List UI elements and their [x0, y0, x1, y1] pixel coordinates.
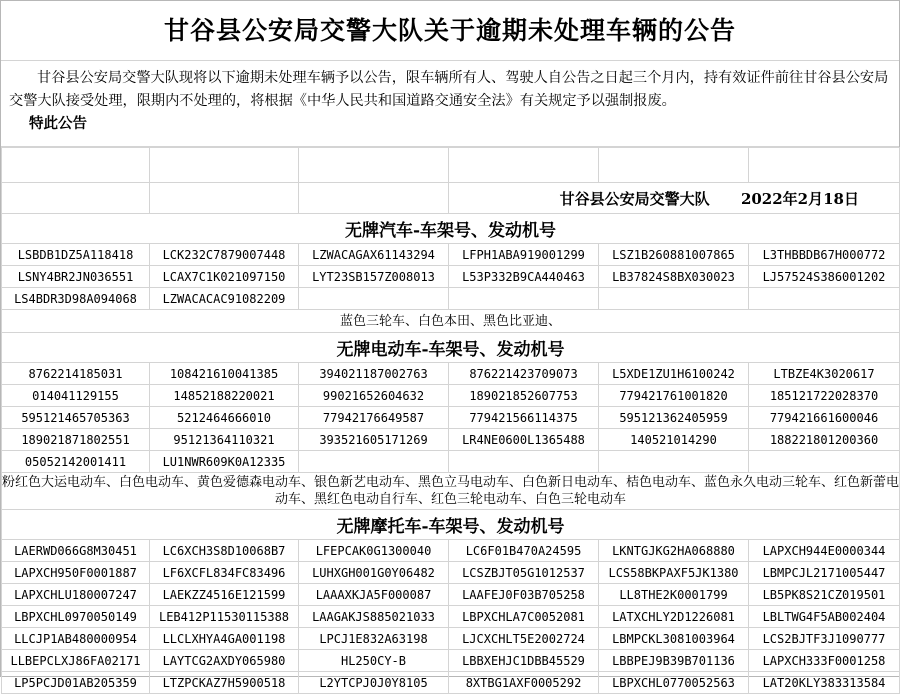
vin-cell: LAPXCHLU180007247 [2, 584, 150, 606]
vehicle-table [1, 147, 900, 694]
vin-cell: LCSZBJT05G1012537 [449, 562, 599, 584]
vin-cell: LAPXCH944E0000344 [749, 540, 900, 562]
notice-closing: 特此公告 [29, 115, 87, 132]
section-heading-row [2, 510, 900, 540]
table-row [2, 606, 900, 628]
vin-cell: LAEKZZ4516E121599 [150, 584, 299, 606]
vin-cell: 108421610041385 [150, 363, 299, 385]
vin-cell [599, 451, 749, 473]
vin-cell: 014041129155 [2, 385, 150, 407]
vin-cell: LAPXCH950F0001887 [2, 562, 150, 584]
signature [449, 183, 900, 214]
vin-cell: LAERWD066G8M30451 [2, 540, 150, 562]
vin-cell: LCS58BKPAXF5JK1380 [599, 562, 749, 584]
vin-cell: LAAFEJ0F03B705258 [449, 584, 599, 606]
signature-date: 2022年2月18日 [740, 189, 859, 208]
table-row [2, 584, 900, 606]
vin-cell: LR4NE0600L1365488 [449, 429, 599, 451]
vin-cell: 99021652604632 [299, 385, 449, 407]
vin-cell: LZWACAGAX61143294 [299, 244, 449, 266]
vin-cell: LYT23SB157Z008013 [299, 266, 449, 288]
vin-cell: 05052142001411 [2, 451, 150, 473]
vin-cell: LLCJP1AB480000954 [2, 628, 150, 650]
spacer-row [2, 148, 900, 183]
signature-org: 甘谷县公安局交警大队 [559, 189, 710, 208]
vin-cell: LSZ1B260881007865 [599, 244, 749, 266]
notice-text-block [1, 61, 899, 147]
vin-cell: LF6XCFL834FC83496 [150, 562, 299, 584]
vin-cell: 595121362405959 [599, 407, 749, 429]
vin-cell: LAAAXKJA5F000087 [299, 584, 449, 606]
vin-cell: L53P332B9CA440463 [449, 266, 599, 288]
vin-cell: L5XDE1ZU1H6100242 [599, 363, 749, 385]
vin-cell [449, 451, 599, 473]
vin-cell: 189021852607753 [449, 385, 599, 407]
table-row [2, 244, 900, 266]
vin-cell: LBPXCHLA7C0052081 [449, 606, 599, 628]
vin-cell: LTBZE4K3020617 [749, 363, 900, 385]
vin-cell: L3THBBDB67H000772 [749, 244, 900, 266]
vin-cell: LZWACACAC91082209 [150, 288, 299, 310]
table-row [2, 672, 900, 694]
vin-cell: 5212464666010 [150, 407, 299, 429]
table-row [2, 562, 900, 584]
section-heading-moto: 无牌摩托车-车架号、发动机号 [2, 510, 900, 540]
vin-cell: LBBPEJ9B39B701136 [599, 650, 749, 672]
table-row [2, 540, 900, 562]
vin-cell: LBPXCHL0970050149 [2, 606, 150, 628]
vin-cell: 779421661600046 [749, 407, 900, 429]
section-heading-row [2, 214, 900, 244]
vin-cell [299, 451, 449, 473]
vin-cell: 188221801200360 [749, 429, 900, 451]
vin-cell: 393521605171269 [299, 429, 449, 451]
vin-cell: 95121364110321 [150, 429, 299, 451]
vin-cell: LC6XCH3S8D10068B7 [150, 540, 299, 562]
vin-cell: LLCLXHYA4GA001198 [150, 628, 299, 650]
page-title: 甘谷县公安局交警大队关于逾期未处理车辆的公告 [1, 1, 899, 61]
vin-cell: LB37824S8BX030023 [599, 266, 749, 288]
vin-cell: HL250CY-B [299, 650, 449, 672]
vin-cell: LAPXCH333F0001258 [749, 650, 900, 672]
vin-cell: 140521014290 [599, 429, 749, 451]
table-row [2, 628, 900, 650]
table-row [2, 385, 900, 407]
section-heading-ebike: 无牌电动车-车架号、发动机号 [2, 333, 900, 363]
vin-cell: 595121465705363 [2, 407, 150, 429]
vin-cell: LJ57524S386001202 [749, 266, 900, 288]
vin-cell [749, 288, 900, 310]
vin-cell [299, 288, 449, 310]
section-note-row [2, 310, 900, 333]
vin-cell: LBLTWG4F5AB002404 [749, 606, 900, 628]
vin-cell: 189021871802551 [2, 429, 150, 451]
vin-cell [749, 451, 900, 473]
vin-cell: LP5PCJD01AB205359 [2, 672, 150, 694]
vin-cell: LC6F01B470A24595 [449, 540, 599, 562]
table-row [2, 363, 900, 385]
vin-cell: 8XTBG1AXF0005292 [449, 672, 599, 694]
vin-cell: LSBDB1DZ5A118418 [2, 244, 150, 266]
vin-cell: LAT20KLY383313584 [749, 672, 900, 694]
vin-cell: LPCJ1E832A63198 [299, 628, 449, 650]
table-row [2, 266, 900, 288]
vin-cell: LFEPCAK0G1300040 [299, 540, 449, 562]
vin-cell: LAAGAKJS885021033 [299, 606, 449, 628]
vin-cell: 779421761001820 [599, 385, 749, 407]
vin-cell: LBPXCHL0770052563 [599, 672, 749, 694]
vin-cell: LCAX7C1K021097150 [150, 266, 299, 288]
vin-cell: LS4BDR3D98A094068 [2, 288, 150, 310]
vin-cell: LAYTCG2AXDY065980 [150, 650, 299, 672]
vin-cell: 779421566114375 [449, 407, 599, 429]
vin-cell: 394021187002763 [299, 363, 449, 385]
vin-cell: LL8THE2K0001799 [599, 584, 749, 606]
section-heading-row [2, 333, 900, 363]
table-row [2, 650, 900, 672]
signature-row [2, 183, 900, 214]
vin-cell: LJCXCHLT5E2002724 [449, 628, 599, 650]
vin-cell: LBBXEHJC1DBB45529 [449, 650, 599, 672]
vin-cell: 8762214185031 [2, 363, 150, 385]
vin-cell: L2YTCPJ0J0Y8105 [299, 672, 449, 694]
vin-cell: LBMPCKL3081003964 [599, 628, 749, 650]
vin-cell: LEB412P11530115388 [150, 606, 299, 628]
vin-cell: LTZPCKAZ7H5900518 [150, 672, 299, 694]
section-heading-car: 无牌汽车-车架号、发动机号 [2, 214, 900, 244]
vin-cell: LBMPCJL2171005447 [749, 562, 900, 584]
vin-cell: LSNY4BR2JN036551 [2, 266, 150, 288]
vin-cell: 185121722028370 [749, 385, 900, 407]
vin-cell: LCS2BJTF3J1090777 [749, 628, 900, 650]
table-row [2, 429, 900, 451]
table-row [2, 451, 900, 473]
vin-cell: LUHXGH001G0Y06482 [299, 562, 449, 584]
vin-cell: 876221423709073 [449, 363, 599, 385]
section-note-car: 蓝色三轮车、白色本田、黑色比亚迪、 [2, 310, 900, 333]
vin-cell: 77942176649587 [299, 407, 449, 429]
vin-cell: LATXCHLY2D1226081 [599, 606, 749, 628]
notice-body: 甘谷县公安局交警大队现将以下逾期未处理车辆予以公告，限车辆所有人、驾驶人自公告之日起三个月内，持有效证件前往甘谷县公安局交警大队接受处理，限期内不处理的，将根据《中华人民共和国道路交通安全法》有关规定予以强制报废。 [9, 70, 889, 109]
vin-cell: LU1NWR609K0A12335 [150, 451, 299, 473]
vin-cell: LB5PK8S21CZ019501 [749, 584, 900, 606]
vin-cell: LFPH1ABA919001299 [449, 244, 599, 266]
section-note-row [2, 473, 900, 510]
section-note-ebike: 粉红色大运电动车、白色电动车、黄色爱德森电动车、银色新艺电动车、黑色立马电动车、白色新日电动车、桔色电动车、蓝色永久电动三轮车、红色新蕾电动车、黑红色电动自行车、红色三轮电动车、白色三轮电动车 [2, 473, 900, 510]
vin-cell [599, 288, 749, 310]
vin-cell: LLBEPCLXJ86FA02171 [2, 650, 150, 672]
vin-cell: LKNTGJKG2HA068880 [599, 540, 749, 562]
vin-cell [449, 288, 599, 310]
table-row [2, 407, 900, 429]
vin-cell: LCK232C7879007448 [150, 244, 299, 266]
vin-cell: 14852188220021 [150, 385, 299, 407]
table-row [2, 288, 900, 310]
